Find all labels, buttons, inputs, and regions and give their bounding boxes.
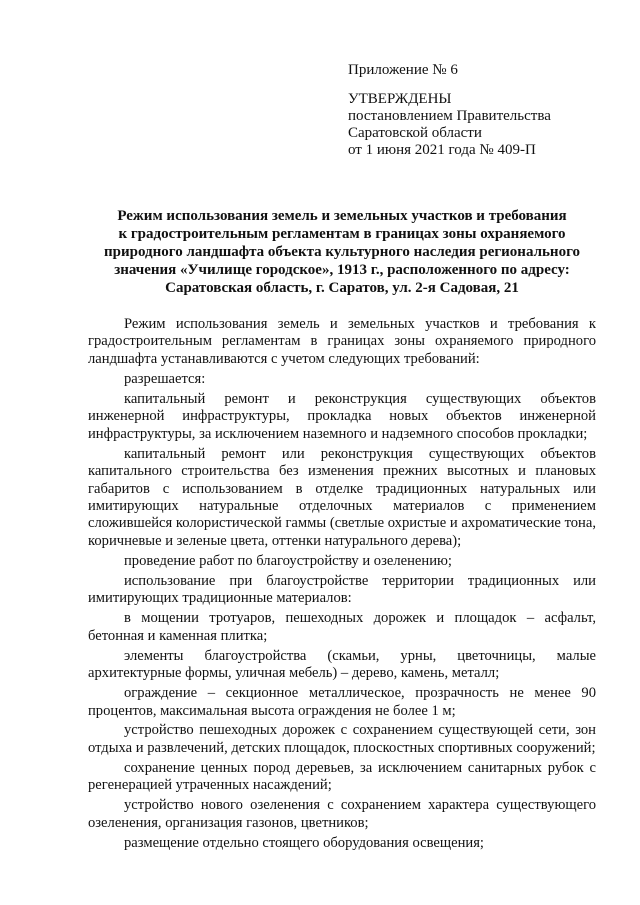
document-title (88, 207, 596, 297)
paragraph: в мощении тротуаров, пешеходных дорожек и площадок – асфальт, бетонная и каменная плитка; (88, 610, 596, 644)
document-body (88, 316, 596, 855)
paragraph: сохранение ценных пород деревьев, за исключением санитарных рубок с регенерацией утраченных насаждений; (88, 759, 596, 794)
paragraph: элементы благоустройства (скамьи, урны, цветочницы, малые архитектурные формы, уличная мебель) – дерево, камень, металл; (88, 647, 596, 682)
approved-by: постановлением Правительства (348, 108, 551, 124)
paragraph: капитальный ремонт или реконструкция существующих объектов капитального строительства без изменения прежних высотных и плановых габаритов с использованием в отделке традиционных натуральных или имитирующих натуральные отделочных материалов с применением сложившейся колористической гаммы (светлые охристые и ахроматические тона, коричневые и зеленые цвета, оттенки натурального дерева); (88, 445, 596, 549)
paragraph: использование при благоустройстве территории традиционных или имитирующих традиционные материалов: (88, 572, 596, 607)
paragraph: размещение отдельно стоящего оборудования освещения; (124, 834, 484, 851)
paragraph: Режим использования земель и земельных участков и требования к градостроительным регламентам в границах зоны охраняемого природного ландшафта устанавливаются с учетом следующих требований: (88, 316, 596, 367)
title-line: к градостроительным регламентам в границах зоны охраняемого (118, 226, 566, 242)
paragraph: разрешается: (124, 370, 206, 387)
title-line: значения «Училище городское», 1913 г., расположенного по адресу: (114, 262, 570, 278)
paragraph: капитальный ремонт и реконструкция существующих объектов инженерной инфраструктуры, прокладка новых объектов инженерной инфраструктуры, за исключением наземного и надземного способов прокладки; (88, 390, 596, 442)
approved-heading: УТВЕРЖДЕНЫ (348, 91, 452, 107)
paragraph: ограждение – секционное металлическое, прозрачность не менее 90 процентов, максимальная высота ограждения не более 1 м; (88, 685, 596, 719)
approval-block (348, 62, 598, 159)
title-line: природного ландшафта объекта культурного наследия регионального (103, 244, 581, 260)
approved-by-region: Саратовской области (348, 125, 482, 141)
approval-date: от 1 июня 2021 года № 409-П (348, 142, 536, 158)
title-line: Саратовская область, г. Саратов, ул. 2-я Садовая, 21 (165, 280, 519, 296)
appendix-number: Приложение № 6 (348, 62, 458, 78)
title-line: Режим использования земель и земельных участков и требования (117, 208, 567, 224)
approval-spacer (348, 79, 598, 91)
paragraph: проведение работ по благоустройству и озеленению; (124, 552, 452, 569)
paragraph: устройство пешеходных дорожек с сохранением существующей сети, зон отдыха и развлечений, детских площадок, плоскостных спортивных сооружений; (88, 722, 596, 756)
paragraph: устройство нового озеленения с сохранением характера существующего озеленения, организация газонов, цветников; (88, 797, 596, 831)
